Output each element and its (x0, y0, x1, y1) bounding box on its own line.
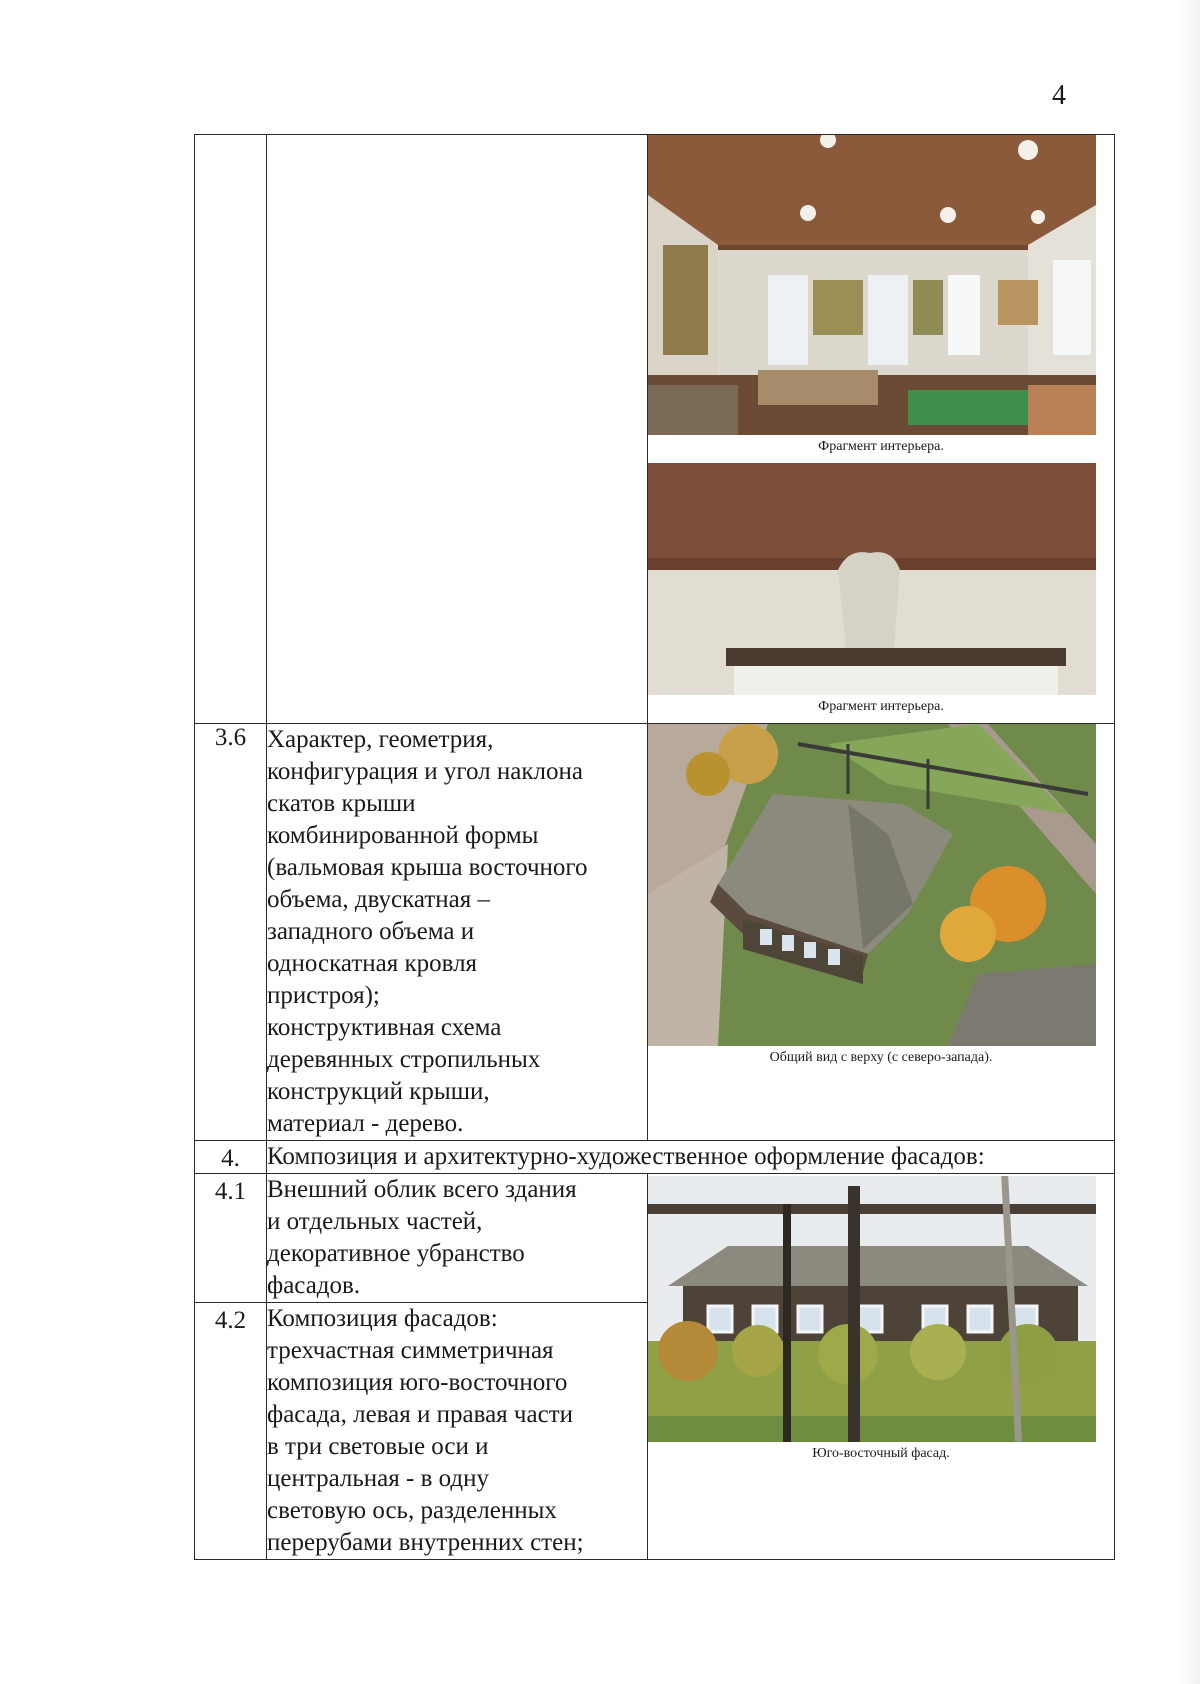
table-row-4 (195, 1141, 1115, 1174)
text-line: световую ось, разделенных (267, 1497, 557, 1524)
row-text-3-6 (267, 724, 648, 1141)
document-table (194, 134, 1115, 1560)
row-number-3-6: 3.6 (195, 724, 267, 1141)
facade-caption: Юго-восточный фасад. (812, 1446, 950, 1461)
text-line: деревянных стропильных (267, 1046, 541, 1073)
text-line: композиция юго-восточного (267, 1369, 568, 1396)
row-text-4-2 (267, 1303, 648, 1560)
image-cell-aerial (648, 724, 1115, 1141)
text-line: пристроя); (267, 982, 380, 1009)
text-line: Характер, геометрия, (267, 726, 494, 753)
southeast-facade-photo (648, 1176, 1096, 1442)
aerial-caption: Общий вид с верху (с северо-запада). (769, 1050, 993, 1065)
text-line: скатов крыши (267, 790, 416, 817)
table-row-4-1 (195, 1174, 1115, 1303)
text-line: конфигурация и угол наклона (267, 758, 583, 785)
image-cell-interior (648, 135, 1115, 724)
row-number-4: 4. (195, 1141, 267, 1174)
row-number-4-1: 4.1 (195, 1174, 267, 1303)
row-number-4-2: 4.2 (195, 1303, 267, 1560)
table-row-interior (195, 135, 1115, 724)
interior-ceiling-detail-photo (648, 463, 1096, 695)
page-number: 4 (1052, 80, 1066, 111)
row-text-4: Композиция и архитектурно-художественное оформление фасадов: (267, 1141, 1115, 1174)
text-line: и отдельных частей, (267, 1208, 483, 1235)
text-line: (вальмовая крыша восточного (267, 854, 588, 881)
text-line: трехчастная симметричная (267, 1337, 554, 1364)
text-line: Внешний облик всего здания (267, 1176, 577, 1203)
row-text-4-1 (267, 1174, 648, 1303)
text-line: фасада, левая и правая части (267, 1401, 573, 1428)
text-line: конструкций крыши, (267, 1078, 490, 1105)
text-line: западного объема и (267, 918, 475, 945)
text-line: фасадов. (267, 1272, 361, 1299)
page-edge-shadow (1180, 0, 1200, 1684)
text-line: перерубами внутренних стен; (267, 1529, 584, 1556)
aerial-view-photo (648, 724, 1096, 1046)
text-line: односкатная кровля (267, 950, 478, 977)
text-line: в три световые оси и (267, 1433, 489, 1460)
text-line: комбинированной формы (267, 822, 539, 849)
text-line: декоративное убранство (267, 1240, 525, 1267)
interior-caption-2: Фрагмент интерьера. (818, 699, 944, 714)
number-cell-empty (195, 135, 267, 724)
text-line: объема, двускатная – (267, 886, 490, 913)
interior-classroom-photo (648, 135, 1096, 435)
text-line: материал - дерево. (267, 1110, 464, 1137)
text-line: центральная - в одну (267, 1465, 490, 1492)
text-cell-empty (267, 135, 648, 724)
table-row-3-6 (195, 724, 1115, 1141)
text-line: конструктивная схема (267, 1014, 502, 1041)
text-line: Композиция фасадов: (267, 1305, 498, 1332)
interior-caption-1: Фрагмент интерьера. (818, 439, 944, 454)
image-cell-facade (648, 1174, 1115, 1560)
